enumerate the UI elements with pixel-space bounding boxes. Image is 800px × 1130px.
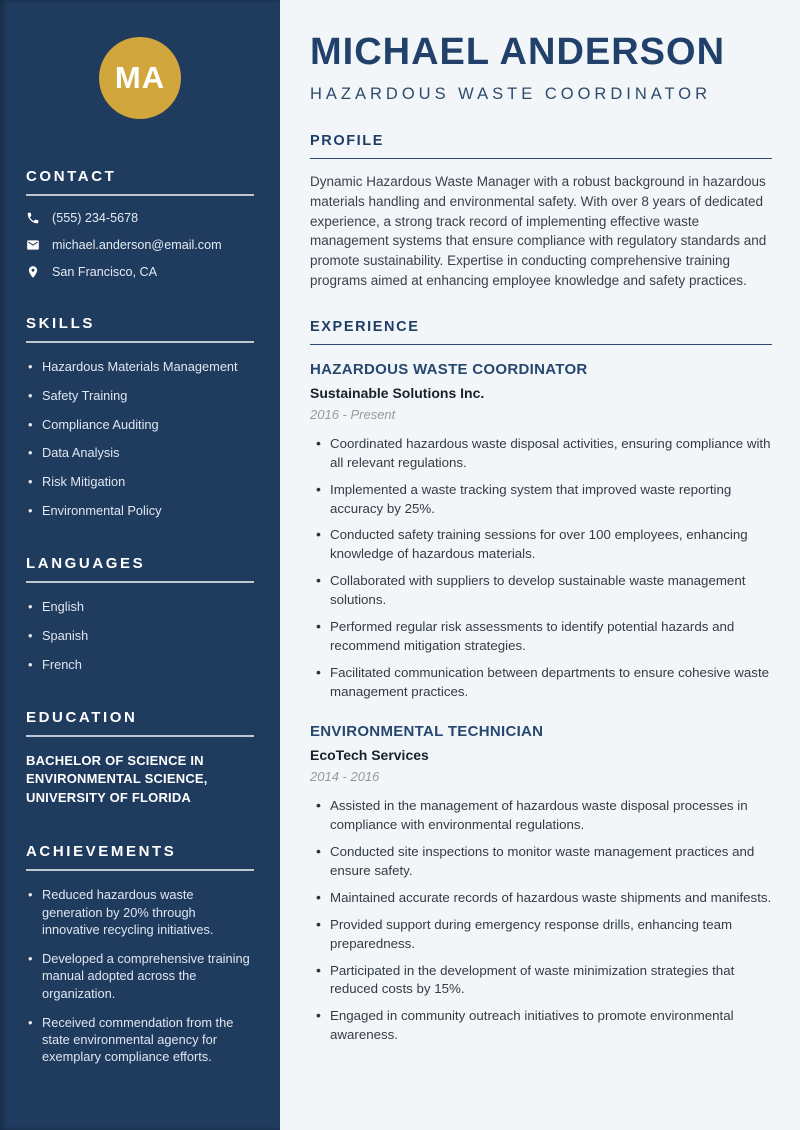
skill-item: • Environmental Policy (26, 502, 254, 519)
job-bullet: • Implemented a waste tracking system that improved waste reporting accuracy by 25%. (310, 481, 772, 519)
contact-item-location (26, 265, 254, 279)
phone-icon (26, 211, 40, 225)
contact-item-email (26, 238, 254, 252)
language-item: • French (26, 656, 254, 673)
profile-heading: PROFILE (310, 133, 772, 159)
profile-section (310, 133, 772, 291)
job-bullet: • Participated in the development of waste minimization strategies that reduced costs by 15%. (310, 962, 772, 1000)
job-company: Sustainable Solutions Inc. (310, 384, 485, 401)
job-company: EcoTech Services (310, 747, 429, 764)
contact-email-text: michael.anderson@email.com (52, 238, 222, 252)
job-bullet: • Performed regular risk assessments to identify potential hazards and recommend mitigation strategies. (310, 618, 772, 656)
location-icon (26, 265, 40, 279)
skill-item: • Data Analysis (26, 444, 254, 461)
skill-item: • Safety Training (26, 387, 254, 404)
skill-item: • Risk Mitigation (26, 473, 254, 490)
job-entry-1 (310, 361, 772, 702)
contact-heading: CONTACT (26, 168, 254, 196)
job-bullet: • Coordinated hazardous waste disposal activities, ensuring compliance with all relevant regulations. (310, 435, 772, 473)
skills-section (26, 315, 254, 519)
skills-heading: SKILLS (26, 315, 254, 343)
job-bullet-list (310, 797, 772, 1045)
contact-item-phone (26, 211, 254, 225)
mail-icon (26, 238, 40, 252)
job-title: ENVIRONMENTAL TECHNICIAN (310, 723, 544, 741)
avatar-initials: MA (114, 60, 166, 95)
achievement-item: • Developed a comprehensive training manual adopted across the organization. (26, 950, 254, 1002)
person-name: MICHAEL ANDERSON (310, 31, 726, 73)
achievements-section (26, 843, 254, 1065)
education-section (26, 709, 254, 807)
skill-item: • Hazardous Materials Management (26, 358, 254, 375)
job-bullet: • Conducted safety training sessions for over 100 employees, enhancing knowledge of hazardous materials. (310, 526, 772, 564)
person-job-title: HAZARDOUS WASTE COORDINATOR (310, 84, 712, 103)
job-dates: 2016 - Present (310, 406, 396, 422)
achievement-item: • Reduced hazardous waste generation by 20% through innovative recycling initiatives. (26, 886, 254, 938)
languages-section (26, 555, 254, 673)
experience-section (310, 319, 772, 1045)
job-entry-2 (310, 723, 772, 1045)
profile-text: Dynamic Hazardous Waste Manager with a robust background in hazardous materials handling and environmental safety. With over 8 years of dedicated experience, a strong track record of implementing effective waste management systems that ensure compliance with regulatory standards and promote sustainability. Expertise in conducting comprehensive training programs aimed at enhancing employee knowledge and safety practices. (310, 173, 767, 289)
achievement-item: • Received commendation from the state environmental agency for exemplary compliance efforts. (26, 1014, 254, 1066)
achievements-heading: ACHIEVEMENTS (26, 843, 254, 871)
languages-heading: LANGUAGES (26, 555, 254, 583)
education-degree: BACHELOR OF SCIENCE IN ENVIRONMENTAL SCIENCE, UNIVERSITY OF FLORIDA (26, 752, 208, 805)
languages-list (26, 598, 254, 673)
job-bullet: • Conducted site inspections to monitor waste management practices and ensure safety. (310, 843, 772, 881)
job-bullet: • Maintained accurate records of hazardous waste shipments and manifests. (310, 889, 772, 908)
job-bullet: • Facilitated communication between departments to ensure cohesive waste management practices. (310, 664, 772, 702)
education-heading: EDUCATION (26, 709, 254, 737)
contact-list (26, 211, 254, 279)
main-content (280, 0, 800, 1130)
language-item: • Spanish (26, 627, 254, 644)
contact-location-text: San Francisco, CA (52, 265, 157, 279)
achievements-list (26, 886, 254, 1065)
sidebar (0, 0, 280, 1130)
contact-section (26, 168, 254, 279)
experience-heading: EXPERIENCE (310, 319, 772, 345)
job-bullet-list (310, 435, 772, 702)
job-bullet: • Collaborated with suppliers to develop sustainable waste management solutions. (310, 572, 772, 610)
job-dates: 2014 - 2016 (310, 769, 380, 785)
contact-phone-text: (555) 234-5678 (52, 211, 139, 225)
job-bullet: • Provided support during emergency response drills, enhancing team preparedness. (310, 916, 772, 954)
language-item: • English (26, 598, 254, 615)
job-title: HAZARDOUS WASTE COORDINATOR (310, 360, 588, 378)
job-bullet: • Assisted in the management of hazardous waste disposal processes in compliance with environmental regulations. (310, 797, 772, 835)
job-bullet: • Engaged in community outreach initiatives to promote environmental awareness. (310, 1007, 772, 1045)
skill-item: • Compliance Auditing (26, 416, 254, 433)
avatar (99, 37, 181, 119)
skills-list (26, 358, 254, 519)
